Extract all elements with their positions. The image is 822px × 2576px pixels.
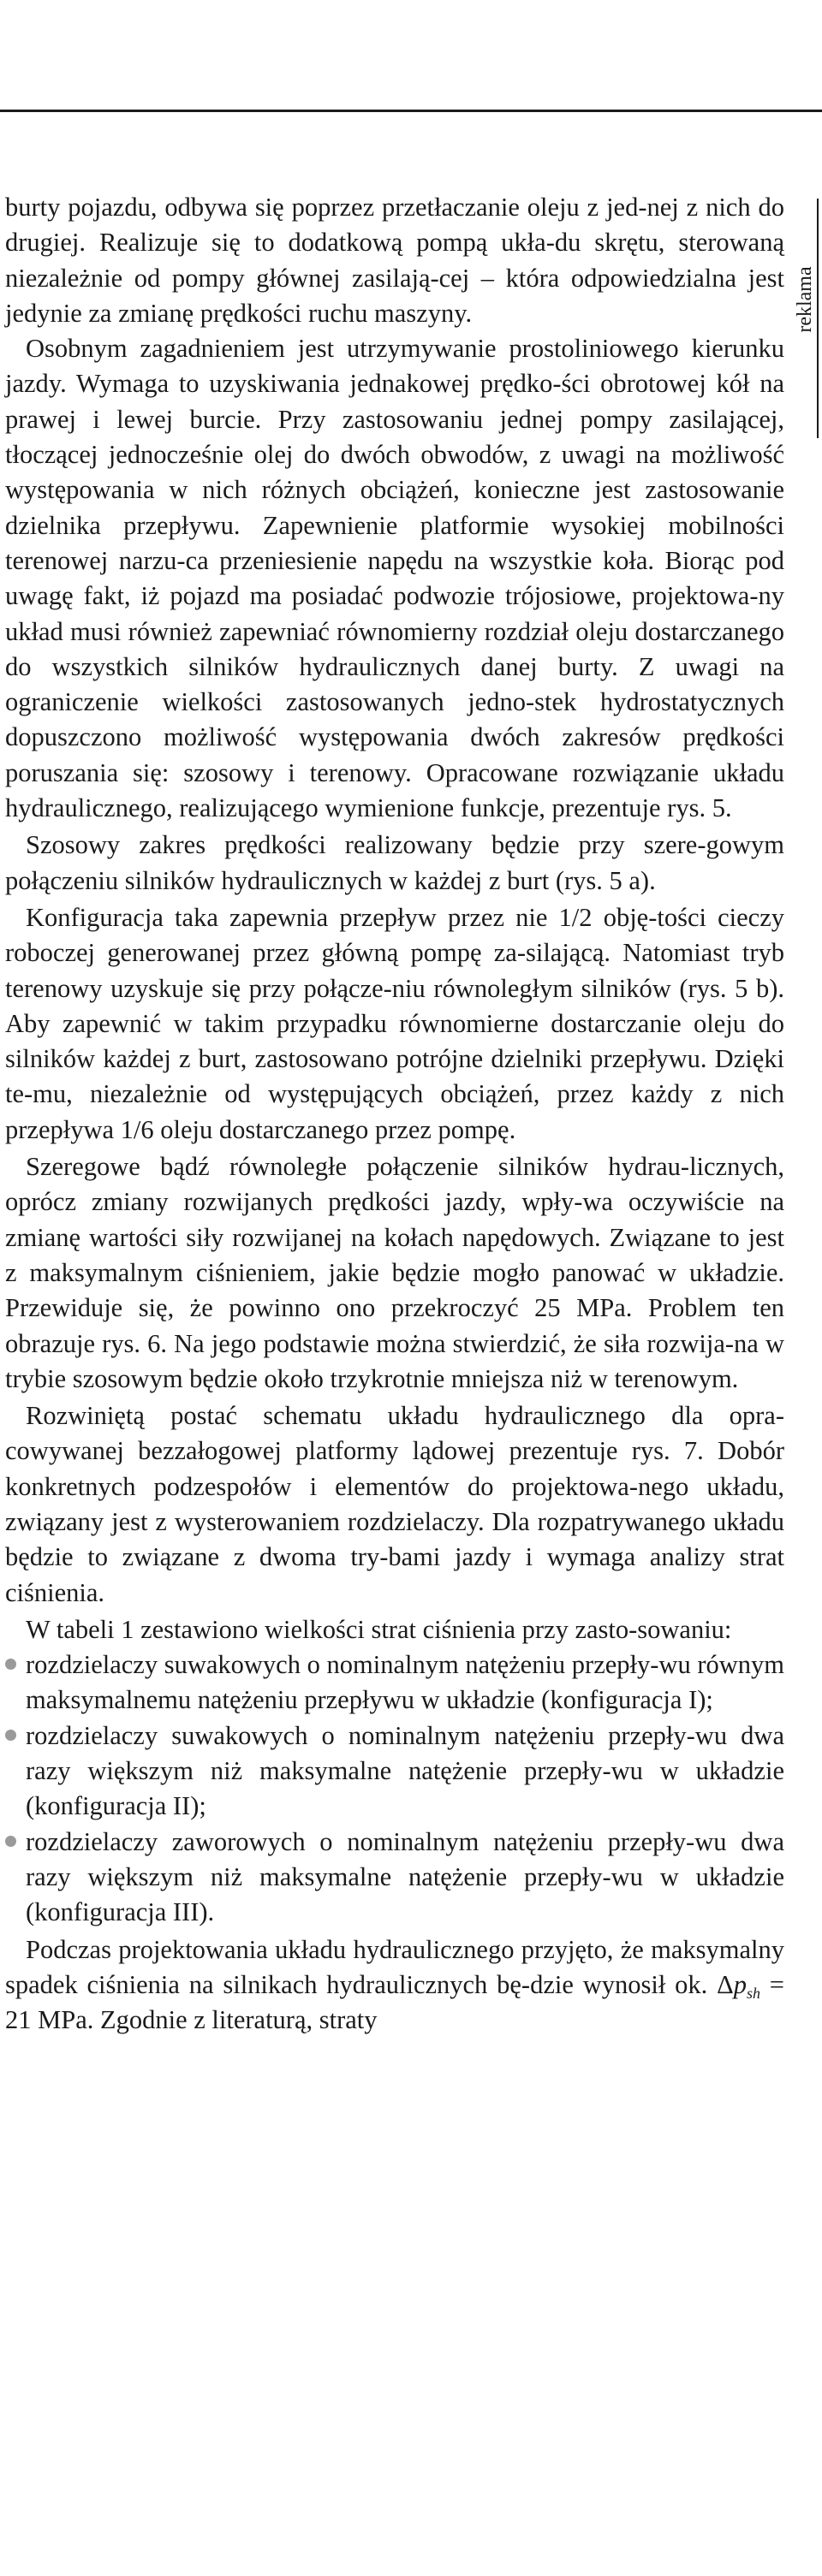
- side-label-reklama: reklama: [794, 266, 816, 333]
- paragraph-2: Osobnym zagadnieniem jest utrzymywanie prostoliniowego kierunku jazdy. Wymaga to uzyskiwania jednakowej prędko-ści obrotowej kół na prawej i lewej burcie. Przy zastosowaniu jednej pompy zasilającej, tłoczącej jednocześnie olej do dwóch obwodów, z uwagi na możliwość występowania w nich różnych obciążeń, konieczne jest zastosowanie dzielnika przepływu. Zapewnienie platformie wysokiej mobilności terenowej narzu-ca przeniesienie napędu na wszystkie koła. Biorąc pod uwagę fakt, iż pojazd ma posiadać podwozie trójosiowe, projektowa-ny układ musi również zapewniać równomierny rozdział oleju dostarczanego do wszystkich silników hydraulicznych danej burty. Z uwagi na ograniczenie wielkości zastosowanych jedno-stek hydrostatycznych dopuszczono możliwość występowania dwóch zakresów prędkości poruszania się: szosowy i terenowy. Opracowane rozwiązanie układu hydraulicznego, realizującego wymienione funkcje, prezentuje rys. 5.: [5, 334, 784, 823]
- header-rule: [0, 110, 822, 112]
- list-item-text: rozdzielaczy zaworowych o nominalnym natężeniu przepły-wu dwa razy większym niż maksymalne natężenie przepły-wu w układzie (konfiguracja III).: [26, 1826, 784, 1927]
- paragraph-6: Rozwiniętą postać schematu układu hydraulicznego dla opra-cowywanej bezzałogowej platformy lądowej prezentuje rys. 7. Dobór konkretnych podzespołów i elementów do projektowa-nego układu, związany jest z wysterowaniem rozdzielaczy. Dla rozpatrywanego układu będzie to związane z dwoma try-bami jazdy i wymaga analizy strat ciśnienia.: [5, 1401, 784, 1607]
- paragraph-8-text-start: Podczas projektowania układu hydraulicznego przyjęto, że maksymalny spadek ciśnienia na silnikach hydraulicznych bę-dzie wynosił ok.: [5, 1934, 784, 1999]
- paragraph-1: burty pojazdu, odbywa się poprzez przetłaczanie oleju z jed-nej z nich do drugiej. Realizuje się to dodatkową pompą ukła-du skrętu, sterowaną niezależnie od pompy głównej zasilają-cej – która odpowiedzialna jest jedynie za zmianę prędkości ruchu maszyny.: [5, 193, 784, 328]
- bullet-icon: [5, 1659, 16, 1670]
- paragraph-3: Szosowy zakres prędkości realizowany będzie przy szere-gowym połączeniu silników hydraulicznych w każdej z burt (rys. 5 a).: [5, 830, 784, 895]
- delta-symbol: Δ: [717, 1969, 734, 1999]
- paragraph-5: Szeregowe bądź równoległe połączenie silników hydrau-licznych, oprócz zmiany rozwijanych prędkości jazdy, wpły-wa oczywiście na zmianę wartości siły rozwijanej na kołach napędowych. Związane to jest z maksymalnym ciśnieniem, jakie będzie mogło panować w układzie. Przewiduje się, że powinno ono przekroczyć 25 MPa. Problem ten obrazuje rys. 6. Na jego podstawie można stwierdzić, że siła rozwija-na w trybie szosowym będzie około trzykrotnie mniejsza niż w terenowym.: [5, 1152, 784, 1393]
- list-item-text: rozdzielaczy suwakowych o nominalnym natężeniu przepły-wu równym maksymalnemu natężeniu przepływu w układzie (konfiguracja I);: [26, 1650, 784, 1715]
- pressure-symbol: p: [733, 1969, 747, 1999]
- paragraph-8-text-end: = 21 MPa. Zgodnie z literaturą, straty: [5, 1969, 784, 2035]
- list-item-text: rozdzielaczy suwakowych o nominalnym natężeniu przepły-wu dwa razy większym niż maksymalne natężenie przepły-wu w układzie (konfiguracja II);: [26, 1720, 784, 1821]
- paragraph-4: Konfiguracja taka zapewnia przepływ przez nie 1/2 obję-tości cieczy roboczej generowanej przez główną pompę za-silającą. Natomiast tryb terenowy uzyskuje się przy połącze-niu równoległym silników (rys. 5 b). Aby zapewnić w takim przypadku równomierne dostarczanie oleju do silników każdej z burt, zastosowano potrójne dzielniki przepływu. Dzięki te-mu, niezależnie od występujących obciążeń, przez każdy z nich przepływa 1/6 oleju dostarczanego przez pompę.: [5, 902, 784, 1144]
- paragraph-8: [5, 1932, 784, 2039]
- pressure-subscript: sh: [746, 1984, 760, 2002]
- bullet-icon: [5, 1836, 16, 1847]
- bullet-icon: [5, 1730, 16, 1741]
- article-column: [5, 190, 784, 2038]
- list-item: [5, 1718, 784, 1825]
- list-item: [5, 1647, 784, 1718]
- bullet-list: [5, 1647, 784, 1930]
- paragraph-7: W tabeli 1 zestawiono wielkości strat ciśnienia przy zasto-sowaniu:: [26, 1614, 732, 1644]
- list-item: [5, 1825, 784, 1931]
